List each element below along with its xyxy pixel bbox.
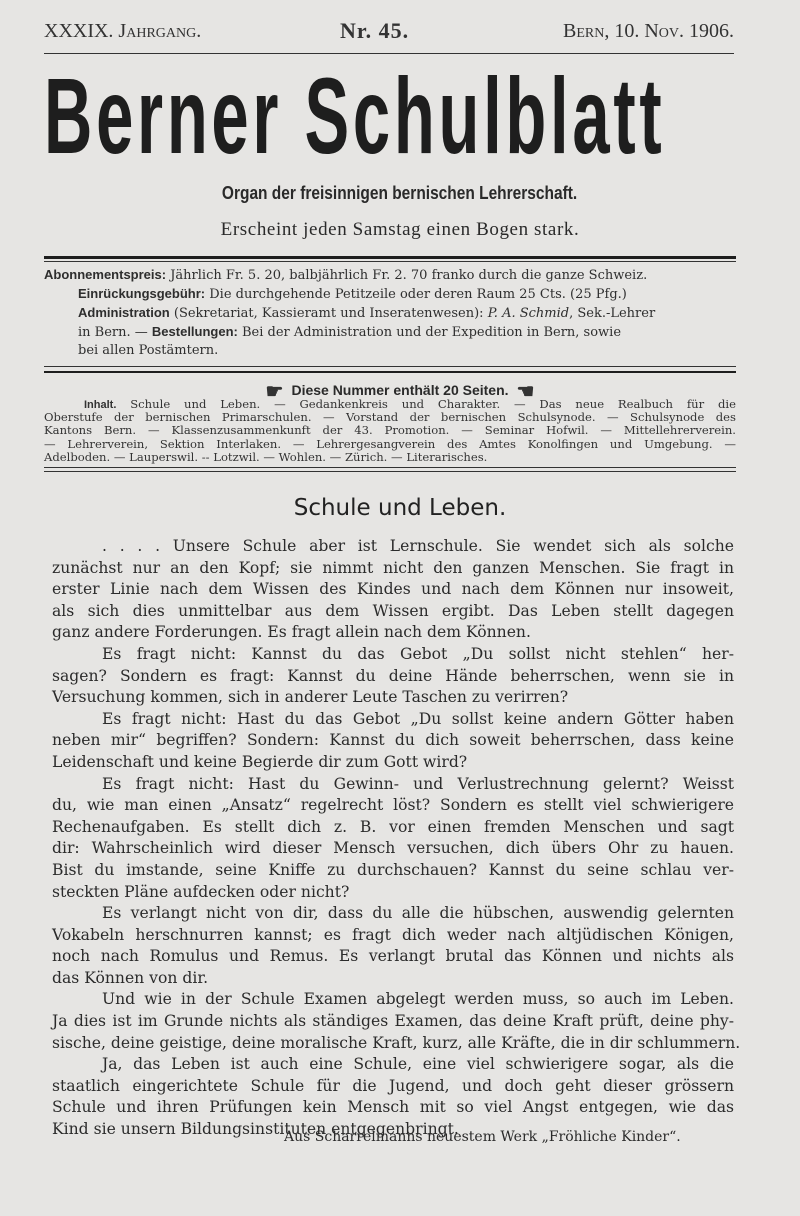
frequency-line: Erscheint jeden Samstag einen Bogen stark.	[220, 219, 580, 240]
subtitle	[0, 183, 800, 204]
article-line: erster Linie nach dem Wissen des Kindes und nach dem Können nur insoweit,	[52, 580, 734, 599]
article-line: . . . . Unsere Schule aber ist Lernschule. Sie wendet sich als solche	[102, 537, 734, 555]
table-of-contents	[44, 398, 736, 464]
info-line-einrueckung	[44, 284, 736, 303]
article-line: Leidenschaft und keine Begierde dir zum Gott wird?	[52, 752, 468, 771]
article-line: staatlich eingerichtete Schule für die Jugend, und doch geht dieser grössern	[52, 1076, 734, 1095]
article-line: noch nach Romulus und Remus. Es verlangt brutal das Können und nichts als	[52, 947, 734, 966]
abonnement-text: Jährlich Fr. 5. 20, balbjährlich Fr. 2. 70 franko durch die ganze Schweiz.	[166, 268, 648, 283]
article-line: das Können von dir.	[52, 968, 209, 987]
article-line: Bist du imstande, seine Kniffe zu durchschauen? Kannst du seine schlau ver-	[52, 860, 734, 879]
article-line: als sich dies unmittelbar aus dem Wissen ergibt. Das Leben stellt dagegen	[52, 601, 734, 620]
contents-label: Inhalt.	[84, 399, 117, 411]
title-text: Berner Schulblatt	[44, 55, 666, 176]
contents-line: Adelboden. — Lauperswil. -- Lotzwil. — Wohlen. — Zürich. — Literarisches.	[44, 449, 488, 464]
info-line-abonnement	[44, 265, 736, 284]
issue-number: Nr. 45.	[340, 18, 410, 43]
notice-text: Diese Nummer enthält 20 Seiten.	[291, 382, 509, 398]
article-line: steckten Pläne aufdecken oder nicht?	[52, 882, 350, 901]
newspaper-title	[44, 55, 734, 176]
article-line: Es fragt nicht: Kannst du das Gebot „Du sollst nicht stehlen“ her-	[102, 644, 734, 663]
subscription-info	[44, 265, 736, 360]
administrator-name: P. A. Schmid	[487, 306, 570, 321]
einrueckung-label: Einrückungsgebühr:	[78, 286, 206, 301]
contents-line: Kantons Bern. — Klassenzusammenkunft der 43. Promotion. — Seminar Hofwil. — Mittellehrerverein.	[44, 423, 736, 438]
article-line: Ja, das Leben ist auch eine Schule, eine viel schwierigere sogar, als die	[102, 1055, 734, 1074]
article-line: Rechenaufgaben. Es stellt dich z. B. vor einen fremden Menschen und sagt	[52, 817, 734, 836]
volume-label: XXXIX. Jahrgang.	[44, 20, 202, 42]
article-line: sische, deine geistige, deine moralische Kraft, kurz, alle Kräfte, die in dir schlummern.	[52, 1033, 741, 1052]
contents-rule-bottom	[44, 471, 736, 472]
article-line: Versuchung kommen, sich in anderer Leute Taschen zu verirren?	[52, 688, 569, 707]
pointing-hand-right-icon: ☛	[265, 381, 284, 403]
article-line: Vokabeln herschnurren kannst; es fragt dich weder nach altjüdischen Königen,	[52, 925, 734, 944]
info-rule	[44, 366, 736, 367]
article-line: Ja dies ist im Grunde nichts als ständiges Examen, das deine Kraft prüft, deine phy-	[52, 1012, 734, 1031]
article-line: Und wie in der Schule Examen abgelegt werden muss, so auch im Leben.	[102, 990, 734, 1009]
double-rule-bottom	[44, 261, 736, 262]
contents-line: Oberstufe der bernischen Primarschulen. — Vorstand der bernischen Schulsynode. — Schulsynode des	[44, 410, 736, 425]
administration-text: (Sekretariat, Kassieramt und Inseratenwesen):	[169, 306, 488, 321]
article-line: Kind sie unsern Bildungsinstituten entgegenbringt.	[52, 1120, 459, 1139]
info-line-bestellungen	[44, 322, 736, 341]
article-line: Es verlangt nicht von dir, dass du alle die hübschen, auswendig gelernten	[102, 904, 734, 923]
article-line: Es fragt nicht: Hast du Gewinn- und Verlustrechnung gelernt? Weisst	[102, 774, 734, 793]
bestellungen-text: Bei der Administration und der Expedition in Bern, sowie	[237, 325, 622, 340]
article-line: sagen? Sondern es fragt: Kannst du deine Hände beherrschen, wenn sie in	[52, 666, 734, 685]
einrueckung-text: Die durchgehende Petitzeile oder deren Raum 25 Cts. (25 Pfg.)	[205, 287, 627, 302]
abonnement-label: Abonnementspreis:	[44, 267, 167, 282]
article-line: du, wie man einen „Ansatz“ regelrecht löst? Sondern es stellt viel schwierigere	[52, 796, 734, 815]
bern-text: in Bern. —	[78, 325, 152, 340]
administration-label: Administration	[78, 305, 170, 320]
issue-date: Bern, 10. Nov. 1906.	[562, 20, 734, 42]
subtitle-text: Organ der freisinnigen bernischen Lehrerschaft.	[222, 183, 578, 203]
article-title: Schule und Leben.	[293, 495, 507, 521]
contents-rule-top	[44, 467, 736, 468]
contents-line: — Lehrerverein, Sektion Interlaken. — Lehrergesangverein des Amtes Konolfingen und Umgebung. —	[44, 436, 736, 451]
contents-text: Schule und Leben. — Gedankenkreis und Charakter. — Das neue Realbuch für die	[116, 397, 736, 411]
article-line: ganz andere Forderungen. Es fragt allein nach dem Können.	[52, 623, 531, 642]
article-line: dir: Wahrscheinlich wird dieser Mensch versuchen, dich übers Ohr zu hauen.	[52, 839, 734, 858]
administrator-role: , Sek.-Lehrer	[569, 306, 656, 321]
info-line-postaemter: bei allen Postämtern.	[78, 343, 219, 358]
article-body	[52, 536, 741, 1141]
article-line: neben mir“ begriffen? Sondern: Kannst du dich soweit beherrschen, dass keine	[52, 731, 734, 750]
bestellungen-label: Bestellungen:	[151, 324, 238, 339]
pointing-hand-left-icon: ☚	[516, 381, 535, 403]
article-source: Aus Scharrelmanns neuestem Werk „Fröhliche Kinder“.	[284, 1129, 681, 1145]
double-rule-top	[44, 256, 736, 259]
article-line: Es fragt nicht: Hast du das Gebot „Du sollst keine andern Götter haben	[102, 709, 734, 728]
article-line: zunächst nur an den Kopf; sie nimmt nicht den ganzen Menschen. Sie fragt in	[52, 558, 734, 577]
article-line: Schule und ihren Prüfungen kein Mensch mit so viel Angst entgegen, wie das	[52, 1098, 734, 1117]
masthead-header	[44, 20, 734, 46]
info-line-administration	[44, 303, 736, 322]
info-rule-thick	[44, 371, 736, 373]
